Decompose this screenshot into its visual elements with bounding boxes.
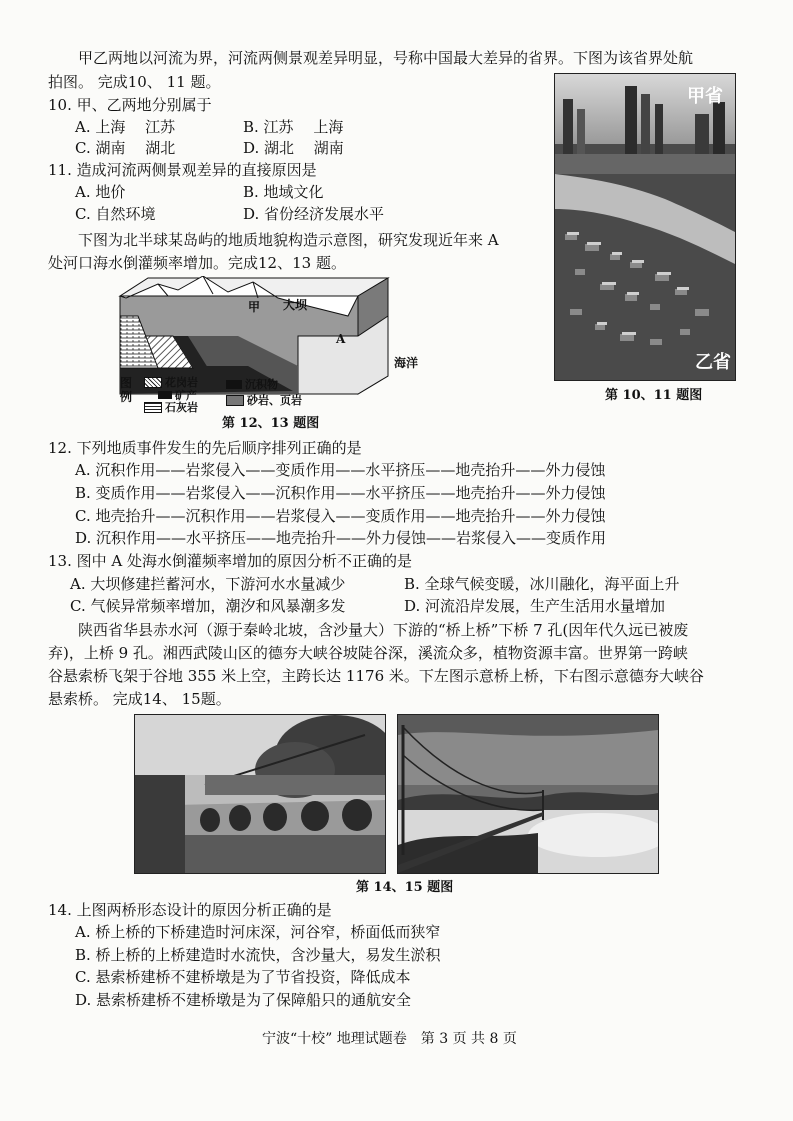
geology-label-dam: 大坝 — [283, 298, 308, 312]
q14-stem: 14. 上图两桥形态设计的原因分析正确的是 — [48, 901, 332, 919]
page-footer: 宁波“十校” 地理试题卷 第 3 页 共 8 页 — [262, 1031, 517, 1047]
q14-option-b: B. 桥上桥的上桥建造时水流快，含沙量大，易发生淤积 — [75, 946, 441, 964]
q12-option-c: C. 地壳抬升——沉积作用——岩浆侵入——变质作用——地壳抬升——外力侵蚀 — [75, 507, 606, 525]
legend-item-limestone — [144, 399, 198, 415]
q11-option-c: C. 自然环境 — [75, 205, 156, 223]
q14-option-a: A. 桥上桥的下桥建造时河床深，河谷窄，桥面低而狭窄 — [75, 923, 441, 941]
intro1-line2: 拍图。 完成10、 11 题。 — [48, 73, 221, 91]
intro3-line1: 陕西省华县赤水河（源于秦岭北坡，含沙量大）下游的“桥上桥”下桥 7 孔(因年代久远已被废 — [78, 621, 689, 639]
intro3-line3: 谷悬索桥飞架于谷地 355 米上空，主跨长达 1176 米。下左图示意桥上桥，下右图示意德夯大峡谷 — [48, 667, 704, 685]
intro2-line2: 处河口海水倒灌频率增加。完成12、13 题。 — [48, 254, 346, 272]
q10-option-d: D. 湖北 湖南 — [243, 139, 344, 157]
q12-stem: 12. 下列地质事件发生的先后顺序排列正确的是 — [48, 439, 362, 457]
q13-option-a: A. 大坝修建拦蓄河水，下游河水水量减少 — [70, 575, 346, 593]
q14-option-d: D. 悬索桥建桥不建桥墩是为了保障船只的通航安全 — [75, 991, 412, 1009]
intro3-line4: 悬索桥。 完成14、 15题。 — [48, 690, 231, 708]
intro2-line1: 下图为北半球某岛屿的地质地貌构造示意图，研究发现近年来 A — [78, 231, 499, 249]
legend-item-sandstone — [226, 392, 302, 408]
legend-swatch — [144, 377, 162, 388]
geology-diagram — [118, 276, 448, 412]
geology-label-ocean: 海洋 — [394, 356, 419, 370]
q10-option-a: A. 上海 江苏 — [75, 118, 176, 136]
q14-option-c: C. 悬索桥建桥不建桥墩是为了节省投资，降低成本 — [75, 968, 411, 986]
legend-label: 矿产 — [175, 389, 197, 402]
geology-caption: 第 12、13 题图 — [222, 416, 320, 431]
q13-option-b: B. 全球气候变暖，冰川融化，海平面上升 — [404, 575, 680, 593]
legend-label: 花岗岩 — [165, 376, 198, 389]
legend-item-sediment — [226, 376, 278, 392]
stone-bridge-photo — [134, 714, 386, 874]
bridges-caption: 第 14、15 题图 — [356, 880, 454, 895]
q13-stem: 13. 图中 A 处海水倒灌频率增加的原因分析不正确的是 — [48, 552, 412, 570]
legend-label: 石灰岩 — [165, 401, 198, 414]
suspension-bridge-photo — [397, 714, 659, 874]
geology-label-a: A — [336, 332, 346, 346]
legend-swatch — [144, 402, 162, 413]
legend-swatch — [226, 380, 242, 389]
aerial-label-jia: 甲省 — [687, 86, 723, 107]
intro3-line2: 弃)，上桥 9 孔。湘西武陵山区的德夯大峡谷坡陡谷深，溪流众多，植物资源丰富。世界第一跨峡 — [48, 644, 688, 662]
q12-option-d: D. 沉积作用——水平挤压——地壳抬升——外力侵蚀——岩浆侵入——变质作用 — [75, 529, 607, 547]
intro1-line1: 甲乙两地以河流为界，河流两侧景观差异明显，号称中国最大差异的省界。下图为该省界处航 — [78, 49, 694, 67]
q10-stem: 10. 甲、乙两地分别属于 — [48, 96, 212, 114]
geology-label-jia: 甲 — [248, 300, 261, 314]
q11-option-a: A. 地价 — [75, 183, 126, 201]
legend-label: 砂岩、页岩 — [247, 394, 302, 407]
q12-option-b: B. 变质作用——岩浆侵入——沉积作用——水平挤压——地壳抬升——外力侵蚀 — [75, 484, 606, 502]
legend-swatch — [158, 391, 172, 399]
stone-bridge-art — [135, 715, 385, 873]
q13-option-c: C. 气候异常频率增加，潮汐和风暴潮多发 — [70, 597, 346, 615]
legend-swatch — [226, 395, 244, 406]
aerial-caption: 第 10、11 题图 — [605, 388, 703, 403]
q13-option-d: D. 河流沿岸发展，生产生活用水量增加 — [404, 597, 666, 615]
legend-title: 图例 — [120, 376, 133, 404]
aerial-photo — [554, 73, 736, 381]
aerial-photo-art — [555, 74, 735, 380]
q11-stem: 11. 造成河流两侧景观差异的直接原因是 — [48, 161, 317, 179]
q10-option-b: B. 江苏 上海 — [243, 118, 344, 136]
aerial-label-yi: 乙省 — [695, 352, 731, 373]
q11-option-d: D. 省份经济发展水平 — [243, 205, 385, 223]
q10-option-c: C. 湖南 湖北 — [75, 139, 176, 157]
suspension-bridge-art — [398, 715, 658, 873]
q12-option-a: A. 沉积作用——岩浆侵入——变质作用——水平挤压——地壳抬升——外力侵蚀 — [75, 461, 606, 479]
q11-option-b: B. 地域文化 — [243, 183, 324, 201]
legend-label: 沉积物 — [245, 378, 278, 391]
